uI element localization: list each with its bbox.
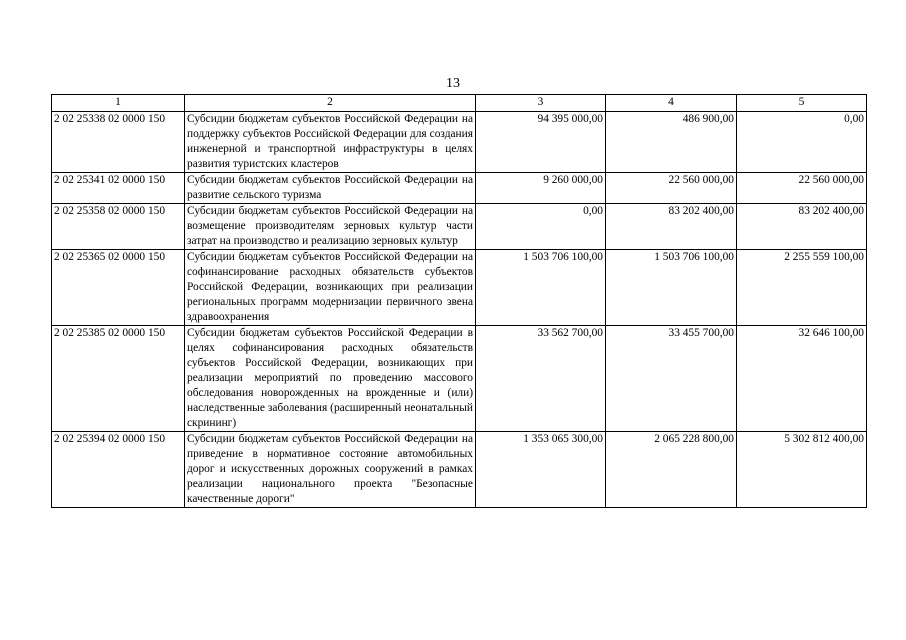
item-description: Субсидии бюджетам субъектов Российской Федерации на возмещение производителям зерновых культур части затрат на производство и реализацию зерновых культур [185,204,476,250]
amount-col3: 94 395 000,00 [476,112,606,173]
amount-col3: 1 503 706 100,00 [476,250,606,326]
amount-col3: 0,00 [476,204,606,250]
amount-col4: 22 560 000,00 [606,173,737,204]
amount-col4: 83 202 400,00 [606,204,737,250]
amount-col5: 5 302 812 400,00 [737,432,867,508]
amount-col5: 22 560 000,00 [737,173,867,204]
amount-col5: 32 646 100,00 [737,326,867,432]
table-row [52,432,867,508]
table-row [52,250,867,326]
amount-col4: 2 065 228 800,00 [606,432,737,508]
amount-col4: 486 900,00 [606,112,737,173]
budget-code: 2 02 25341 02 0000 150 [52,173,185,204]
amount-col3: 9 260 000,00 [476,173,606,204]
column-header-3: 3 [476,95,606,112]
column-header-4: 4 [606,95,737,112]
item-description: Субсидии бюджетам субъектов Российской Федерации в целях софинансирования расходных обязательств субъектов Российской Федерации, возникающих при реализации мероприятий по проведению массового обследования новорожденных на врожденные и (или) наследственные заболевания (расширенный неонатальный скрининг) [185,326,476,432]
amount-col3: 1 353 065 300,00 [476,432,606,508]
amount-col5: 2 255 559 100,00 [737,250,867,326]
budget-code: 2 02 25338 02 0000 150 [52,112,185,173]
budget-code: 2 02 25385 02 0000 150 [52,326,185,432]
column-header-5: 5 [737,95,867,112]
header-row [52,95,867,112]
table-row [52,112,867,173]
item-description: Субсидии бюджетам субъектов Российской Федерации на развитие сельского туризма [185,173,476,204]
item-description: Субсидии бюджетам субъектов Российской Федерации на поддержку субъектов Российской Федерации для создания инженерной и транспортной инфраструктуры в целях развития туристских кластеров [185,112,476,173]
amount-col5: 0,00 [737,112,867,173]
column-header-2: 2 [185,95,476,112]
budget-code: 2 02 25365 02 0000 150 [52,250,185,326]
page-number: 13 [446,76,460,91]
budget-code: 2 02 25394 02 0000 150 [52,432,185,508]
column-header-1: 1 [52,95,185,112]
item-description: Субсидии бюджетам субъектов Российской Федерации на приведение в нормативное состояние автомобильных дорог и искусственных дорожных сооружений в рамках реализации национального проекта "Безопасные качественные дороги" [185,432,476,508]
budget-code: 2 02 25358 02 0000 150 [52,204,185,250]
item-description: Субсидии бюджетам субъектов Российской Федерации на софинансирование расходных обязательств субъектов Российской Федерации, возникающих при реализации региональных программ модернизации первичного звена здравоохранения [185,250,476,326]
table-row [52,173,867,204]
amount-col4: 33 455 700,00 [606,326,737,432]
table-row [52,326,867,432]
budget-table [51,94,867,508]
table-row [52,204,867,250]
amount-col4: 1 503 706 100,00 [606,250,737,326]
amount-col5: 83 202 400,00 [737,204,867,250]
amount-col3: 33 562 700,00 [476,326,606,432]
